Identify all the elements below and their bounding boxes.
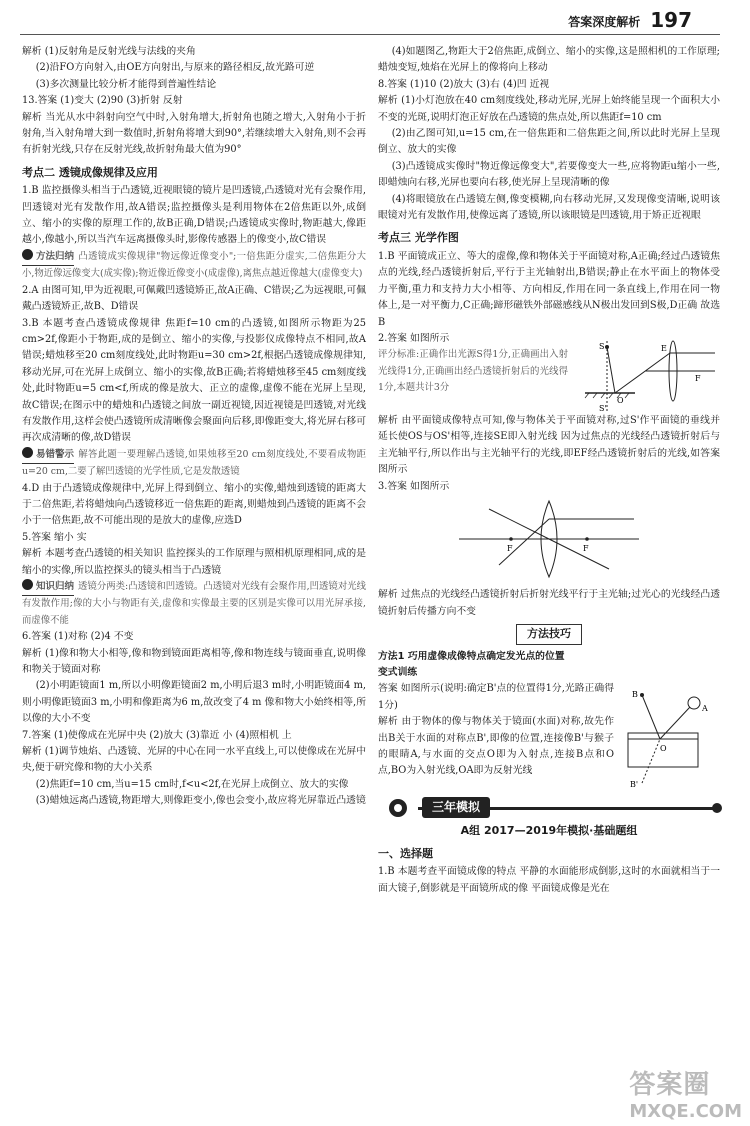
convex-lens-diagram [449,495,649,581]
method-1-answer: 答案 如图所示(说明:确定B'点的位置得1分,光路正确得1分) [378,683,614,711]
answer-r2: 2.答案 如图所示 [378,332,450,344]
label-F: F [695,373,701,383]
header-title: 答案深度解析 [568,15,641,29]
label-S: S [599,341,605,351]
watermark-line2: MXQE.COM [629,1101,742,1122]
method-1-subtitle: 变式训练 [378,666,418,678]
answer-3: 3.B 本题考查凸透镜成像规律 焦距f=10 cm的凸透镜,如图所示物距为25 cm>2f,像距小于物距,成的是倒立、缩小的实像,与投影仪成像特点不相同,故A错误;蜡烛移至20 cm刻度线处,此时物距u=30 cm>2f,根据凸透镜成像规律知,移动光屏,可在光屏上成倒立、缩小的实像,故B正确;若将蜡烛移至45 cm刻度线处,此时物距u=5 cm<f,所成的像是放大、正立的虚像,虚像不能在光屏上呈现,故C错误;在图示中的蜡烛和凸透镜之间放一副近视镜,因近视镜是凹透镜,对光线有发散作用,这样会使凸透镜所成清晰像会聚面向后移,即像距变大,将光屏右移可再次成清晰的像,故D错误 [22,317,366,444]
answer-r1: 1.B 平面镜成正立、等大的虚像,像和物体关于平面镜对称,A正确;经过凸透镜焦点的光线,经凸透镜折射后,平行于主光轴射出,B错误;静止在水平面上的物体受力平衡,重力和支持力大小相等、方向相反,作用在同一条直线上,作用在同一物体上,是一对平衡力,C正确;蹄形磁铁外部磁感线从N极出发回到S极,D正确 故选B [378,250,720,328]
analysis-8c: (3)凸透镜成实像时"物近像远像变大",若要像变大一些,应将物距u缩小一些,即蜡烛向右移,光屏也要向右移,使光屏上呈现清晰的像 [378,160,720,189]
page-header [568,10,692,30]
answer-7: 7.答案 (1)使像成在光屏中央 (2)放大 (3)靠近 小 (4)照相机 上 [22,729,292,741]
answer-r3: 3.答案 如图所示 [378,480,450,492]
analysis-r3: 解析 过焦点的光线经凸透镜折射后折射光线平行于主光轴;过光心的光线经凸透镜折射后传播方向不变 [378,589,720,617]
label-B: B [632,690,638,700]
tip-tag-3: 知识归纳 [22,579,74,596]
left-p3: (3)多次测量比较分析才能得到普遍性结论 [35,78,217,90]
label-A: A [702,704,708,714]
left-column [22,44,366,810]
tip-text-1: 凸透镜成实像规律"物远像近像变小";一倍焦距分虚实,二倍焦距分大小,物近像远像变大(成实像);物近像近像变小(成虚像),离焦点越近像越大(虚像变大) [22,250,366,280]
section-heading-2: 考点二 透镜成像规律及应用 [22,165,158,179]
analysis-8a: 解析 (1)小灯泡放在40 cm刻度线处,移动光屏,光屏上始终能呈现一个面积大小不变的光斑,说明灯泡正好放在凸透镜的焦点处,所以焦距f=10 cm [378,95,720,123]
tip-text-2: 解答此题一要理解凸透镜,如果烛移至20 cm刻度线处,不要看成物距u=20 cm,二要了解凹透镜的光学性质,它是发散透镜 [22,448,366,478]
analysis-13: 解析 当光从水中斜射向空气中时,入射角增大,折射角也随之增大,入射角小于折射角,当入射角增大到一数值时,折射角将增大到90°,若继续增大入射角,则不会再有折射光线,只存在反射光线,故折射角最大值为90° [22,111,366,156]
right-p1: (4)如题图乙,物距大于2倍焦距,成倒立、缩小的实像,这是照相机的工作原理;蜡烛变短,烛焰在光屏上的像将向上移动 [378,46,720,74]
monkey-water-diagram [620,681,720,791]
answer-2: 2.A 由图可知,甲为近视眼,可佩戴凹透镜矫正,故A正确、C错误;乙为远视眼,可佩戴凸透镜矫正,故B、D错误 [22,284,366,313]
analysis-6b: (2)小明距镜面1 m,所以小明像距镜面2 m,小明后退3 m时,小明距镜面4 m,则小明像距镜面3 m,小明和像距离为6 m,故改变了4 m 像和物大小始终相等,所以像的大小不变 [22,680,366,725]
watermark [629,1064,742,1122]
banner-label: 三年模拟 [422,797,490,817]
answer-1: 1.B 监控摄像头相当于凸透镜,近视眼镜的镜片是凹透镜,凸透镜对光有会聚作用,凹透镜对光有发散作用,故A错误;监控摄像头是利用物体在2倍焦距以外,成倒立、缩小的实像的原理工作的,故B正确,D错误;凸透镜成实像时,物距越大,像距越小,像越小,所以当汽车远离摄像头时,影像传感器上的像变小,故C错误 [22,185,366,246]
left-p2: (2)沿FO方向射入,由OE方向射出,与原来的路径相反,故光路可逆 [35,62,315,74]
label-F-right: F [583,543,589,553]
label-F-left: F [507,543,513,553]
choice-answer-1: 1.B 本题考查平面镜成像的特点 平静的水面能形成倒影,这时的水面就相当于一面大镜子,倒影就是平面镜所成的像 平面镜成像是光在 [378,866,720,894]
score-standard: 评分标准:正确作出光源S得1分,正确画出入射光线得1分,正确画出经凸透镜折射后的光线得1分,本题共计3分 [378,349,568,394]
left-p1: 解析 (1)反射角是反射光线与法线的夹角 [22,46,196,57]
tip-tag-1: 方法归纳 [22,249,74,266]
label-E: E [661,343,667,353]
right-column [378,44,720,897]
analysis-8d: (4)将眼镜放在凸透镜左侧,像变模糊,向右移动光屏,又发现像变清晰,说明该眼镜对光有发散作用,使像远离了透镜,所以该眼镜是凹透镜,用于矫正近视眼 [378,193,720,222]
mirror-lens-diagram [575,331,720,413]
answer-4: 4.D 由于凸透镜成像规律中,光屏上得到倒立、缩小的实像,蜡烛到透镜的距离大于二倍焦距,若将蜡烛向凸透镜移近一倍焦距的距离,则蜡烛到凸透镜的距离不会小于一倍焦距,故不可能出现的是放大的虚像,应选D [22,482,366,527]
label-S-prime: S' [599,403,607,413]
answer-13: 13.答案 (1)变大 (2)90 (3)折射 反射 [22,95,183,107]
label-B-prime: B' [630,780,639,790]
group-heading: A组 2017—2019年模拟·基础题组 [460,824,638,838]
header-rule [20,34,720,35]
analysis-7b: (2)焦距f=10 cm,当u=15 cm时,f<u<2f,在光屏上成倒立、放大的实像 [35,778,349,790]
analysis-r2: 解析 由平面镜成像特点可知,像与物体关于平面镜对称,过S'作平面镜的垂线并延长使OS与OS'相等,连接SE即入射光线 因为过焦点的光线经凸透镜折射后与主光轴平行,所以作出与主光轴平行的光线,即EF经凸透镜折射后的光线,如答案图所示 [378,414,720,476]
tip-tag-2: 易错警示 [22,447,74,464]
analysis-5: 解析 本题考查凸透镜的相关知识 监控探头的工作原理与照相机原理相同,成的是缩小的实像,所以监控探头的镜头相当于凸透镜 [22,548,366,576]
label-O: O [617,395,624,405]
tip-text-3: 透镜分两类:凸透镜和凹透镜。凸透镜对光线有会聚作用,凹透镜对光线有发散作用;像的大小与物距有关,虚像和实像最主要的区别是实像可以用光屏承接,而虚像不能 [22,581,366,626]
answer-5: 5.答案 缩小 实 [22,531,87,543]
analysis-7c: (3)蜡烛远离凸透镜,物距增大,则像距变小,像也会变小,故应将光屏靠近凸透镜 [35,795,366,807]
banner-icon [380,797,416,819]
method-1-title: 方法1 巧用虚像成像特点确定发光点的位置 [378,650,565,662]
watermark-line1: 答案圈 [629,1070,711,1100]
answer-8: 8.答案 (1)10 (2)放大 (3)右 (4)凹 近视 [378,78,550,90]
page-number: 197 [650,8,692,32]
analysis-6a: 解析 (1)像和物大小相等,像和物到镜面距离相等,像和物连线与镜面垂直,说明像和物关于镜面对称 [22,647,366,676]
choice-heading: 一、选择题 [378,846,433,860]
analysis-7a: 解析 (1)调节烛焰、凸透镜、光屏的中心在同一水平直线上,可以使像成在光屏中央,便于研究像和物的大小关系 [22,746,366,774]
analysis-8b: (2)由乙图可知,u=15 cm,在一倍焦距和二倍焦距之间,所以此时光屏上呈现倒立、放大的实像 [378,128,720,156]
section-heading-3: 考点三 光学作图 [378,231,459,245]
label-O-water: O [660,744,667,754]
three-year-banner [378,797,720,819]
methods-box: 方法技巧 [516,624,582,644]
method-1-analysis: 解析 由于物体的像与物体关于镜面(水面)对称,故先作出B关于水面的对称点B',即像的位置,连接像B'与猴子的眼睛A,与水面的交点O即为入射点,连接B点和O点,BO为入射光线,OA即为反射光线 [378,716,614,777]
answer-6: 6.答案 (1)对称 (2)4 不变 [22,631,134,643]
